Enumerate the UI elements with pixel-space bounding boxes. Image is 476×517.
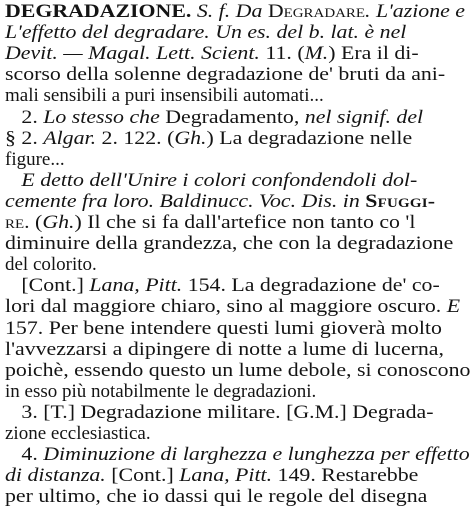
text-segment: in esso più notabilmente le degradazioni. (5, 380, 317, 402)
text-segment: zione ecclesiastica. (5, 423, 151, 444)
text-segment: l'avvezzarsi a dipingere di notte a lume di lucerna, (5, 338, 444, 360)
text-segment: scorso della solenne degradazione de' bruti da ani- (5, 64, 446, 86)
text-segment: Gh. (42, 212, 75, 233)
text-segment: ) Era il di- (328, 43, 419, 65)
text-segment: ) La degradazione nelle (206, 127, 413, 149)
text-segment: figure... (5, 148, 65, 170)
text-segment: Diminuzione di larghezza e lunghezza per effetto (43, 444, 470, 466)
text-segment: DEGRADAZIONE. (5, 1, 192, 22)
text-segment: del colorito. (5, 254, 97, 276)
text-segment: poichè, essendo questo un lume debole, si conoscono (5, 359, 471, 381)
text-segment: Lana, Pitt. (89, 275, 183, 297)
text-segment: E detto dell'Unire i colori confondendoli dol- (5, 169, 418, 191)
text-segment: . (365, 1, 376, 22)
text-segment: [Cont.] (5, 275, 90, 297)
text-segment: Sfuggi- (365, 190, 436, 212)
text-segment: re (5, 212, 25, 233)
text-segment: 157. Per bene intendere questi lumi gioverà molto (5, 317, 442, 339)
text-segment: ) Il che si fa dall'artefice non tanto co 'l (74, 212, 416, 233)
text-segment: S. f. Da (196, 1, 268, 22)
text-segment: L'effetto del degradare. Un es. del b. lat. è nel (5, 22, 407, 44)
text-segment: Degradare (267, 1, 366, 22)
text-segment: . ( (24, 212, 43, 233)
text-segment: diminuire della grandezza, che con la degradazione (5, 233, 454, 255)
text-segment: 11. ( (259, 43, 305, 65)
text-line (5, 127, 412, 151)
text-segment: 149. Restarebbe (272, 465, 419, 487)
text-segment: Gh. (174, 127, 207, 149)
text-segment: Lo stesso che (43, 106, 160, 128)
text-segment: [Cont.] (105, 465, 180, 487)
text-segment: nel signif. del (304, 106, 424, 128)
text-segment: 4. (5, 444, 44, 466)
text-segment: di distanza. (5, 465, 106, 487)
text-segment: M. (304, 43, 329, 65)
text-segment: lori dal maggiore chiaro, sino al maggiore oscuro. (5, 296, 447, 318)
text-segment: mali sensibili a puri insensibili automati... (5, 85, 324, 107)
text-segment: per ultimo, che io dassi qui le regole del disegna (5, 486, 428, 508)
text-segment: L'azione e (375, 1, 465, 22)
text-segment: 3. [T.] Degradazione militare. [G.M.] Degrada- (5, 401, 434, 423)
text-segment: Lana, Pitt. (179, 465, 273, 487)
text-segment: cemente fra loro. Baldinucc. Voc. Dis. in (5, 190, 360, 212)
text-segment: 2. 122. ( (96, 127, 175, 149)
text-segment: Degradamento, (159, 106, 305, 128)
text-segment: 154. La degradazione de' co- (182, 275, 440, 297)
text-line (5, 485, 427, 509)
text-segment: Algar. (43, 127, 97, 149)
text-segment: § 2. (5, 127, 44, 149)
text-segment: E (446, 296, 461, 318)
text-segment: 2. (5, 106, 44, 128)
text-segment: Devit. — Magal. Lett. Scient. (5, 43, 260, 65)
